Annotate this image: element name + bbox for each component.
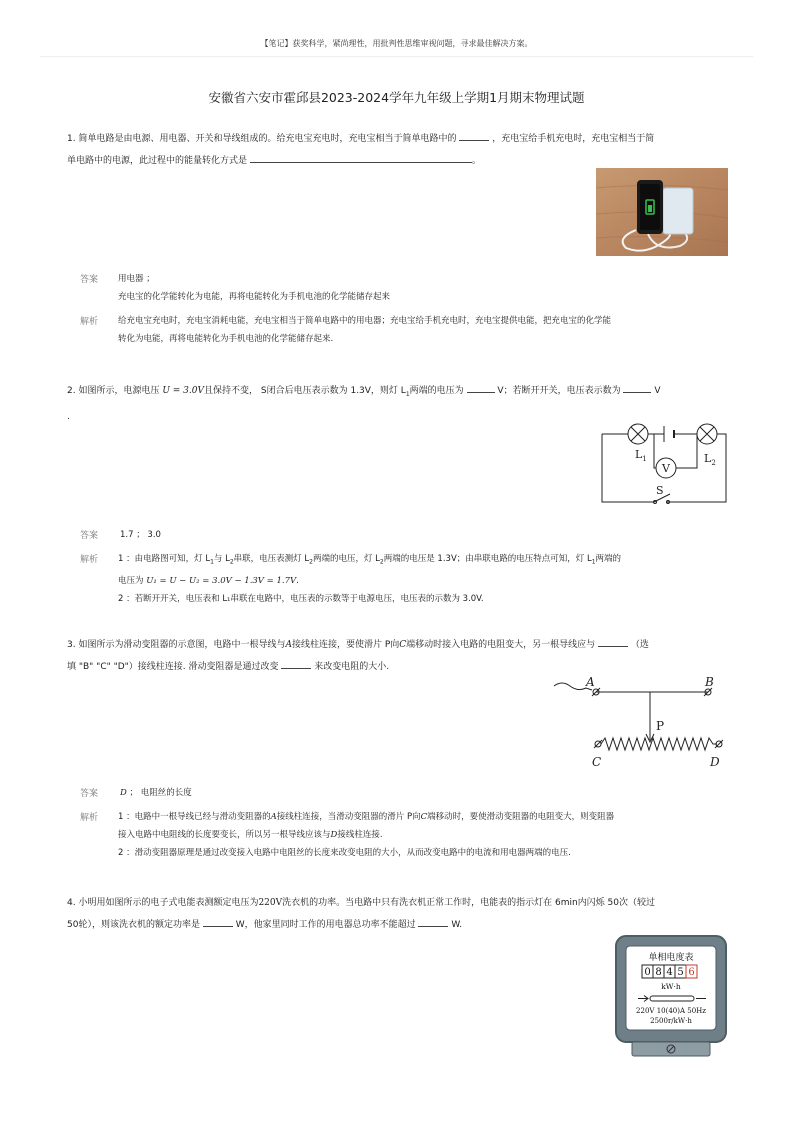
q1-answer-label: 答案 [80,275,99,285]
q1-text-1: 1. 简单电路是由电源、用电器、开关和导线组成的。给充电宝充电时，充电宝相当于简单电路中的 [67,134,457,144]
switch-label: S [656,484,664,497]
meter-spec-1: 220V 10(40)A 50Hz [636,1007,706,1015]
electric-meter-image [614,934,728,1058]
voltmeter-label: V [662,462,670,475]
q2-text-5: 两端的电压为 [409,386,464,396]
q2-text-4: S闭合后电压表示数为 1.3V，则灯 L [260,386,406,396]
q2-answer-label: 答案 [80,531,99,541]
q1-answer-line-1: 用电器 ； [118,274,155,284]
q1-stem [67,128,737,172]
meter-unit: kW·h [661,982,681,991]
meter-digit-1: 0 [644,967,651,978]
q2-text-8: . [67,411,70,422]
q1-analysis-line-2: 转化为电能，再将电能转化为手机电池的化学能储存起来. [118,334,334,344]
q2-text-6: V；若断开开关，电压表示数为 [497,386,621,396]
terminal-d-label: D [710,755,720,769]
q2-answer: 1.7 ； 3.0 [120,530,161,540]
rheostat-diagram [552,672,732,772]
q1-blank-1 [459,130,489,141]
q3-blank-2 [281,658,311,669]
q1-answer-line-2: 充电宝的化学能转化为电能，再将电能转化为手机电池的化学能储存起来 [118,292,391,302]
q3-answer-label: 答案 [80,789,99,799]
q2-text-7: V [654,386,661,396]
q1-analysis [118,312,738,348]
lamp1-label: $L_1$ [635,448,647,463]
q3-analysis-line-2: 接入电路中电阻线的长度要变长，所以另一根导线应该与D接线柱连接. [118,830,383,840]
q2-sub-1: 1 [405,390,410,398]
page-title: 安徽省六安市霍邱县2023-2024学年九年级上学期1月期末物理试题 [208,90,585,105]
q1-text-3: 单电路中的电源，此过程中的能量转化方式是 [67,156,248,166]
meter-digit-3: 4 [666,967,673,978]
phone-charging-image [596,168,728,256]
terminal-b-label: B [705,675,714,689]
terminal-c-label: C [592,755,602,769]
q3-blank-1 [598,636,628,647]
header-banner: 【笔记】获奖科学，紧尚理性，用批判性思维审视问题，寻求最佳解决方案。 [260,39,533,48]
q2-analysis-line-2: 电压为 U₁ = U − U₂ = 3.0V − 1.3V = 1.7V. [118,575,299,586]
q2-analysis [118,550,738,608]
meter-digit-2: 8 [655,967,662,978]
q3-analysis-label: 解析 [80,813,99,823]
q4-blank-1 [203,916,233,927]
q1-text-4: 。 [471,156,481,166]
q4-electric-meter [614,934,728,1058]
circuit-diagram [598,420,732,508]
q3-stem: 3. 如图所示为滑动变阻器的示意图，电路中一根导线与A接线柱连接，要使滑片 P向C端移动时接入电路的电阻变大，另一根导线应与 （选 填 "B" "C" "D"）接线柱连接. 滑动变阻器是通过改变 来改变电阻的大小. [67,634,737,678]
q3-analysis [118,808,738,862]
q1-analysis-line-1: 给充电宝充电时，充电宝消耗电能，充电宝相当于简单电路中的用电器；充电宝给手机充电时，充电宝提供电能，把充电宝的化学能 [118,316,612,326]
meter-spec-2: 2500r/kW·h [650,1017,692,1025]
q4-stem: 4. 小明用如图所示的电子式电能表测额定电压为220V洗衣机的功率。当电路中只有洗衣机正常工作时，电能表的指示灯在 6min内闪烁 50次（较过 50轮），则该洗衣机的额定功率是 W，他家里同时工作的用电器总功率不能超过 W. [67,898,656,930]
q3-analysis-line-3: 2 ：滑动变阻器原理是通过改变接入电路中电阻丝的长度来改变电阻的大小，从而改变电路中的电流和用电器两端的电压. [118,848,571,858]
q2-blank-1 [467,382,495,393]
q2-analysis-label: 解析 [80,555,99,565]
meter-digit-4: 5 [677,967,684,978]
q1-photo [596,168,728,256]
header-divider [40,56,753,57]
meter-digit-5: 6 [688,967,695,978]
q1-blank-2 [250,152,472,163]
q3-answer: D ； 电阻丝的长度 [120,788,192,798]
q2-analysis-line-1: 1 ：由电路图可知，灯 $L_1$与 $L_2$串联，电压表测灯 $L_2$两端的电压，灯 $L_2$两端的电压是 1.3V；由串联电路的电压特点可知，灯 $L_1$两端的 [118,554,622,566]
q2-circuit-figure [598,420,732,508]
meter-title: 单相电度表 [648,953,694,963]
terminal-a-label: A [586,675,595,689]
q4-blank-2 [418,916,448,927]
q2-blank-2 [623,382,651,393]
q2-analysis-line-3: 2 ：若断开开关，电压表和 L₁串联在电路中，电压表的示数等于电源电压，电压表的示数为 3.0V. [118,593,484,604]
q1-analysis-label: 解析 [80,317,99,327]
q3-rheostat-figure [552,672,732,772]
q2-text-1: 2. 如图所示，电源电压 [67,386,160,396]
q1-text-2: ，充电宝给手机充电时，充电宝相当于简 [492,134,655,144]
q2-text-3: 且保持不变， [204,386,259,396]
lamp2-label: $L_2$ [704,452,716,467]
q3-analysis-line-1: 1 ：电路中一根导线已经与滑动变阻器的A接线柱连接，当滑动变阻器的滑片 P向C端移动时，要使滑动变阻器的电阻变大，则变阻器 [118,812,615,822]
slider-p-label: P [656,719,665,733]
q1-answer [118,270,390,306]
q2-text-2: U = 3.0V [162,386,204,396]
